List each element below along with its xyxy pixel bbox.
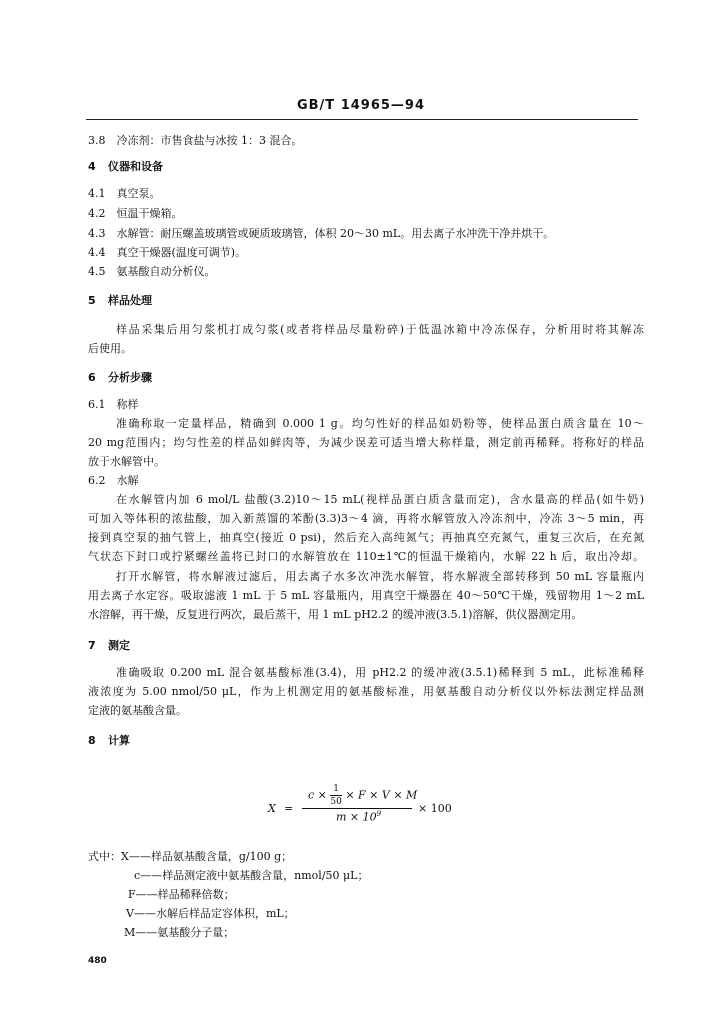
- section-6-number: 6: [88, 371, 96, 384]
- section-5-heading: [88, 294, 644, 308]
- paragraph-6-1-line-2: 20 mg范围内；均匀性差的样品如鲜肉等，为减少误差可适当增大称样量，测定前再稀释。将称好的样品: [88, 436, 644, 449]
- clause-4-1: 4.1 真空泵。: [88, 187, 161, 200]
- page-header-standard-number: GB/T 14965—94: [296, 98, 426, 113]
- formula-frac-num: 1: [333, 784, 339, 794]
- definition-V: V——水解后样品定容体积，mL；: [126, 907, 295, 920]
- clause-3-8: 3.8 冷冻剂：市售食盐与冰按 1：3 混合。: [88, 134, 303, 147]
- clause-4-2: 4.2 恒温干燥箱。: [88, 207, 183, 220]
- paragraph-6-2-line-3: 接到真空泵的抽气管上，抽真空(接近 0 psi)，然后充入高纯氮气；再抽真空充氮气，重复三次后，在充氮: [88, 531, 644, 544]
- formula-frac-den: 50: [330, 797, 342, 807]
- formula-fraction-line: [302, 808, 412, 809]
- paragraph-7-line-1: 准确吸取 0.200 mL 混合氨基酸标准(3.4)，用 pH2.2 的缓冲液(3.5.1)稀释到 5 mL，此标准稀释: [116, 666, 644, 679]
- section-7-number: 7: [88, 639, 96, 652]
- header-rule: [86, 119, 638, 120]
- section-7-heading: [88, 639, 644, 653]
- paragraph-5-line-2: 后使用。: [88, 342, 132, 355]
- definition-c: c——样品测定液中氨基酸含量，nmol/50 μL；: [134, 869, 369, 882]
- amino-acid-formula: [268, 784, 488, 830]
- paragraph-6-2-line-6: 用去离子水定容。吸取滤液 1 mL 于 5 mL 容量瓶内，用真空干燥器在 40～50℃干燥，残留物用 1～2 mL: [88, 589, 644, 602]
- paragraph-5-line-1: 样品采集后用匀浆机打成匀浆(或者将样品尽量粉碎)于低温冰箱中冷冻保存，分析用时将其解冻: [116, 323, 644, 336]
- paragraph-7-line-3: 定液的氨基酸含量。: [88, 704, 187, 717]
- clause-4-3: 4.3 水解管：耐压螺盖玻璃管或硬质玻璃管，体积 20～30 mL。用去离子水冲洗干净并烘干。: [88, 227, 555, 240]
- page-number: 480: [88, 956, 107, 966]
- section-4-title: 仪器和设备: [108, 160, 163, 173]
- paragraph-6-2-line-7: 水溶解，再干燥，反复进行两次，最后蒸干，用 1 mL pH2.2 的缓冲液(3.5.1)溶解，供仪器测定用。: [88, 608, 583, 621]
- formula-equals: =: [284, 802, 294, 815]
- section-7-title: 测定: [108, 639, 130, 652]
- paragraph-7-line-2: 液浓度为 5.00 nmol/50 μL，作为上机测定用的氨基酸标准，用氨基酸自动分析仪以外标法测定样品测: [88, 685, 644, 698]
- formula-numerator: [308, 784, 417, 807]
- section-8-title: 计算: [108, 734, 130, 747]
- formula-num-post: × F × V × M: [345, 788, 418, 802]
- section-6-title: 分析步骤: [108, 371, 152, 384]
- section-4-heading: [88, 160, 644, 174]
- section-6-heading: [88, 371, 644, 385]
- formula-lhs: X: [268, 802, 276, 815]
- definition-M: M——氨基酸分子量；: [124, 926, 235, 939]
- section-5-title: 样品处理: [108, 294, 152, 307]
- formula-multiplier: × 100: [418, 802, 452, 815]
- definition-F: F——样品稀释倍数；: [128, 888, 235, 901]
- paragraph-6-1-line-1: 准确称取一定量样品，精确到 0.000 1 g。均匀性好的样品如奶粉等，使样品蛋白质含量在 10～: [116, 417, 644, 430]
- paragraph-6-1-line-3: 放于水解管中。: [88, 455, 165, 468]
- clause-4-5: 4.5 氨基酸自动分析仪。: [88, 265, 216, 278]
- definition-intro: 式中：X——样品氨基酸含量，g/100 g；: [88, 850, 293, 863]
- clause-6-1-heading: 6.1 称样: [88, 398, 139, 411]
- section-8-number: 8: [88, 734, 96, 747]
- section-8-heading: [88, 734, 644, 748]
- clause-4-4: 4.4 真空干燥器(温度可调节)。: [88, 246, 247, 259]
- paragraph-6-2-line-5: 打开水解管，将水解液过滤后，用去离子水多次冲洗水解管，将水解液全部转移到 50 mL 容量瓶内: [116, 570, 644, 583]
- paragraph-6-2-line-1: 在水解管内加 6 mol/L 盐酸(3.2)10～15 mL(视样品蛋白质含量而定)，含水量高的样品(如牛奶): [116, 493, 644, 506]
- formula-frac-bar: [330, 795, 341, 796]
- section-5-number: 5: [88, 294, 96, 307]
- paragraph-6-2-line-2: 可加入等体积的浓盐酸，加入新蒸馏的苯酚(3.3)3～4 滴，再将水解管放入冷冻剂中，冷冻 3～5 min，再: [88, 512, 644, 525]
- clause-6-2-heading: 6.2 水解: [88, 474, 139, 487]
- formula-inner-fraction: [330, 784, 341, 807]
- formula-den-exponent: 9: [376, 810, 382, 818]
- formula-den-pre: m × 10: [336, 810, 377, 824]
- paragraph-6-2-line-4: 气状态下封口或拧紧螺丝盖将已封口的水解管放在 110±1℃的恒温干燥箱内，水解 22 h 后，取出冷却。: [88, 550, 644, 563]
- formula-num-pre: c ×: [308, 788, 327, 802]
- section-4-number: 4: [88, 160, 96, 173]
- formula-denominator: [336, 810, 381, 824]
